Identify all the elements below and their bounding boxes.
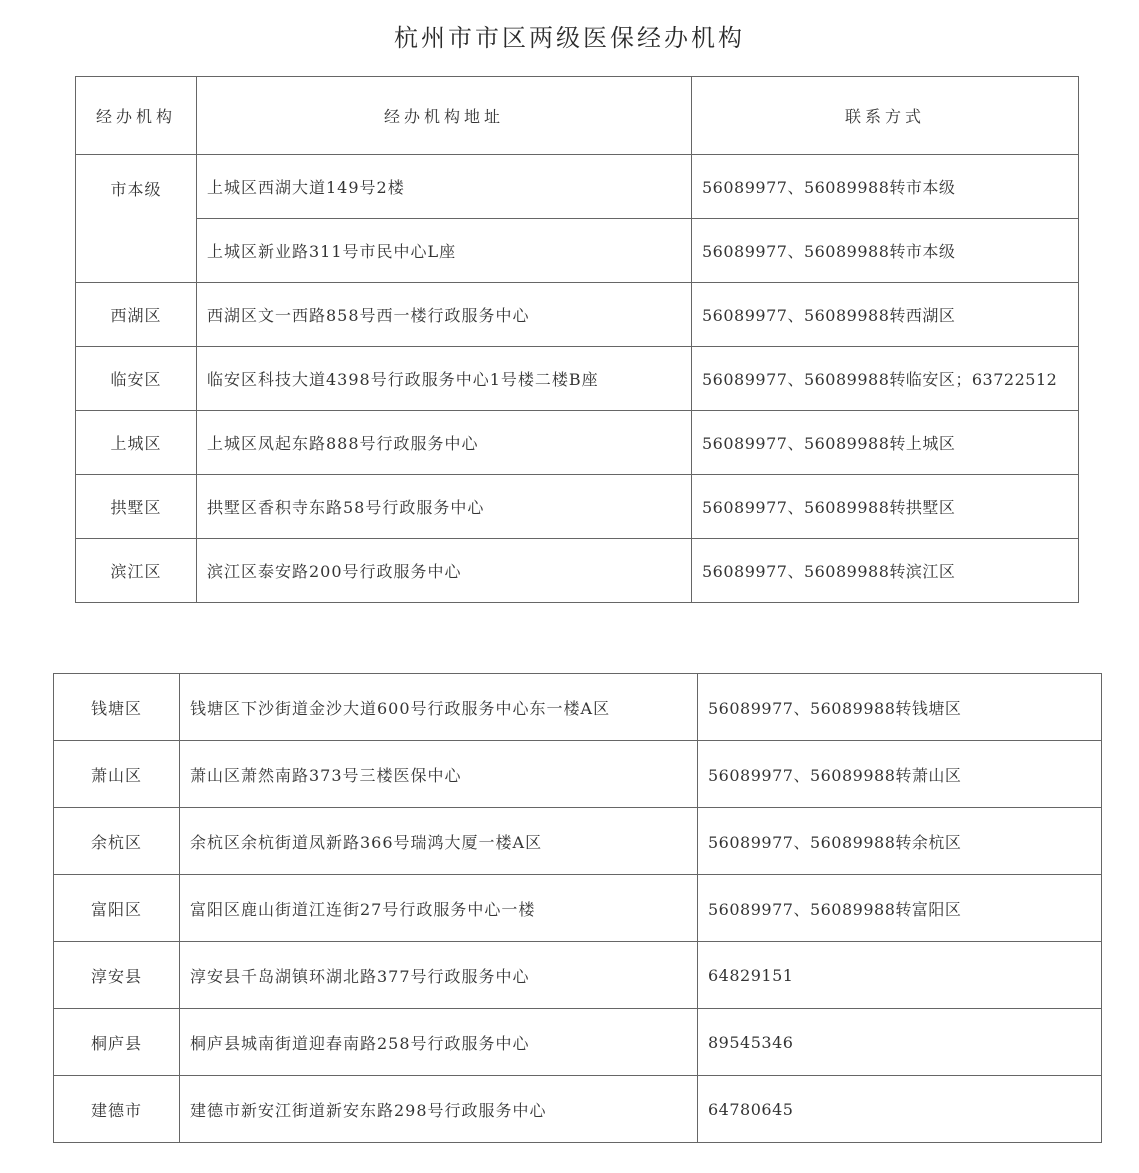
contact-cell: 56089977、56089988转西湖区: [692, 283, 1079, 347]
contact-cell: 56089977、56089988转上城区: [692, 411, 1079, 475]
table-row: [76, 411, 1079, 475]
org-cell: 富阳区: [54, 875, 180, 942]
address-cell: 临安区科技大道4398号行政服务中心1号楼二楼B座: [197, 347, 692, 411]
header-org: 经办机构: [76, 77, 197, 155]
table-row: [54, 1076, 1102, 1143]
contact-cell: 64780645: [698, 1076, 1102, 1143]
document-title: 杭州市市区两级医保经办机构: [394, 24, 745, 52]
address-cell: 钱塘区下沙街道金沙大道600号行政服务中心东一楼A区: [180, 674, 698, 741]
org-cell: 上城区: [76, 411, 197, 475]
contact-cell: 56089977、56089988转钱塘区: [698, 674, 1102, 741]
address-cell: 萧山区萧然南路373号三楼医保中心: [180, 741, 698, 808]
table-row: [76, 155, 1079, 219]
org-cell: 淳安县: [54, 942, 180, 1009]
contact-cell: 56089977、56089988转临安区；63722512: [692, 347, 1079, 411]
contact-cell: 89545346: [698, 1009, 1102, 1076]
address-cell: 富阳区鹿山街道江连街27号行政服务中心一楼: [180, 875, 698, 942]
address-cell: 建德市新安江街道新安东路298号行政服务中心: [180, 1076, 698, 1143]
contact-cell: 64829151: [698, 942, 1102, 1009]
table-row: [54, 875, 1102, 942]
contact-cell: 56089977、56089988转滨江区: [692, 539, 1079, 603]
address-cell: 上城区新业路311号市民中心L座: [197, 219, 692, 283]
org-cell: 市本级: [76, 155, 197, 283]
header-contact: 联系方式: [692, 77, 1079, 155]
org-cell: 钱塘区: [54, 674, 180, 741]
table-row: [76, 219, 1079, 283]
org-cell: 建德市: [54, 1076, 180, 1143]
table-row: [76, 347, 1079, 411]
contact-cell: 56089977、56089988转余杭区: [698, 808, 1102, 875]
table-header-row: [76, 77, 1079, 155]
table-row: [54, 808, 1102, 875]
table-row: [54, 674, 1102, 741]
address-cell: 拱墅区香积寺东路58号行政服务中心: [197, 475, 692, 539]
table-row: [54, 741, 1102, 808]
address-cell: 上城区凤起东路888号行政服务中心: [197, 411, 692, 475]
address-cell: 上城区西湖大道149号2楼: [197, 155, 692, 219]
org-cell: 萧山区: [54, 741, 180, 808]
address-cell: 滨江区泰安路200号行政服务中心: [197, 539, 692, 603]
org-cell: 滨江区: [76, 539, 197, 603]
address-cell: 西湖区文一西路858号西一楼行政服务中心: [197, 283, 692, 347]
org-cell: 临安区: [76, 347, 197, 411]
contact-cell: 56089977、56089988转富阳区: [698, 875, 1102, 942]
org-cell: 西湖区: [76, 283, 197, 347]
address-cell: 淳安县千岛湖镇环湖北路377号行政服务中心: [180, 942, 698, 1009]
table-row: [76, 475, 1079, 539]
contact-cell: 56089977、56089988转市本级: [692, 219, 1079, 283]
agency-table-continued: [53, 673, 1102, 1143]
table-row: [54, 1009, 1102, 1076]
address-cell: 余杭区余杭街道凤新路366号瑞鸿大厦一楼A区: [180, 808, 698, 875]
agency-table-main: [75, 76, 1079, 603]
org-cell: 拱墅区: [76, 475, 197, 539]
contact-cell: 56089977、56089988转市本级: [692, 155, 1079, 219]
header-address: 经办机构地址: [197, 77, 692, 155]
org-cell: 余杭区: [54, 808, 180, 875]
contact-cell: 56089977、56089988转拱墅区: [692, 475, 1079, 539]
table-row: [54, 942, 1102, 1009]
table-row: [76, 283, 1079, 347]
org-cell: 桐庐县: [54, 1009, 180, 1076]
contact-cell: 56089977、56089988转萧山区: [698, 741, 1102, 808]
table-row: [76, 539, 1079, 603]
address-cell: 桐庐县城南街道迎春南路258号行政服务中心: [180, 1009, 698, 1076]
